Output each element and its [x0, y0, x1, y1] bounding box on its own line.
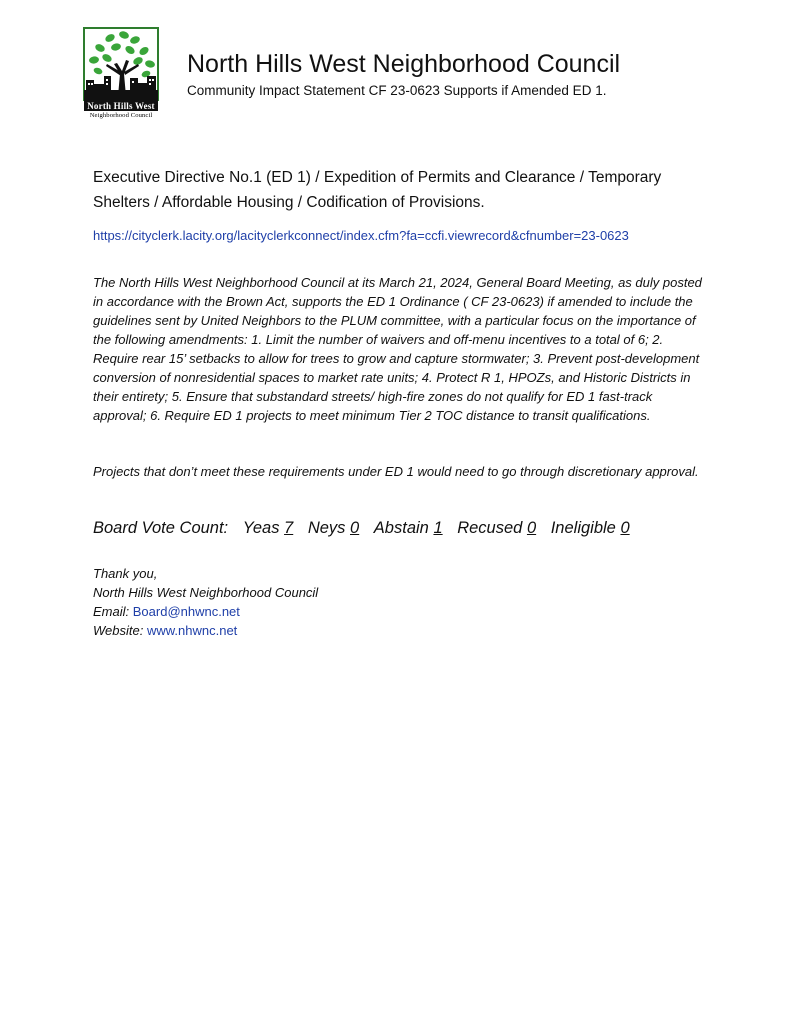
vote-yeas: Yeas 7: [242, 519, 294, 537]
vote-recused: Recused 0: [457, 519, 537, 537]
abstain-count: 1: [433, 519, 443, 537]
vote-abstain: Abstain 1: [373, 519, 443, 537]
board-vote-count: [93, 519, 630, 538]
neys-count: 0: [350, 519, 360, 537]
thanks-line: Thank you,: [93, 566, 158, 581]
vote-label: Board Vote Count:: [93, 519, 229, 537]
signature-line: North Hills West Neighborhood Council: [93, 585, 319, 600]
discretionary-paragraph: Projects that don’t meet these requirements under ED 1 would need to go through discretionary approval.: [93, 464, 699, 479]
yeas-count: 7: [284, 519, 294, 537]
logo-text-line1: North Hills West: [87, 101, 155, 111]
website-label: Website:: [93, 623, 144, 638]
closing-block: [93, 564, 318, 640]
email-link[interactable]: Board@nhwnc.net: [132, 604, 240, 619]
ineligible-count: 0: [620, 519, 630, 537]
council-logo: [80, 26, 162, 120]
logo-text-line2: Neighborhood Council: [89, 112, 153, 119]
statement-paragraph: The North Hills West Neighborhood Council at its March 21, 2024, General Board Meeting, as duly posted in accordance with the Brown Act, supports the ED 1 Ordinance ( CF 23-0623) if amended to include the guidelines sent by United Neighbors to the PLUM committee, with a particular focus on the importance of the following amendments: 1. Limit the number of waivers and off-menu incentives to a total of 6; 2. Require rear 15’ setbacks to allow for trees to grow and capture stormwater; 3. Prevent post-development conversion of nonresidential spaces to market rate units; 4. Protect R 1, HPOZs, and Historic Districts in their entirety; 5. Ensure that substandard streets/ high-fire zones do not qualify for ED 1 fast-track approval; 6. Require ED 1 projects to meet minimum Tier 2 TOC distance to transit qualifications.: [93, 275, 702, 423]
council-file-link[interactable]: https://cityclerk.lacity.org/lacityclerkconnect/index.cfm?fa=ccfi.viewrecord&cfnumber=23-0623: [93, 228, 629, 243]
org-title: North Hills West Neighborhood Council: [187, 50, 621, 78]
vote-neys: Neys 0: [307, 519, 360, 537]
website-line: [93, 621, 318, 640]
email-line: [93, 602, 318, 621]
email-label: Email:: [93, 604, 130, 619]
directive-heading: Executive Directive No.1 (ED 1) / Expedition of Permits and Clearance / Temporary Shelters / Affordable Housing / Codification of Provisions.: [93, 169, 662, 211]
recused-count: 0: [526, 519, 537, 537]
website-link[interactable]: www.nhwnc.net: [146, 623, 238, 638]
vote-ineligible: Ineligible 0: [550, 519, 630, 537]
document-subtitle: Community Impact Statement CF 23-0623 Supports if Amended ED 1.: [187, 83, 607, 98]
